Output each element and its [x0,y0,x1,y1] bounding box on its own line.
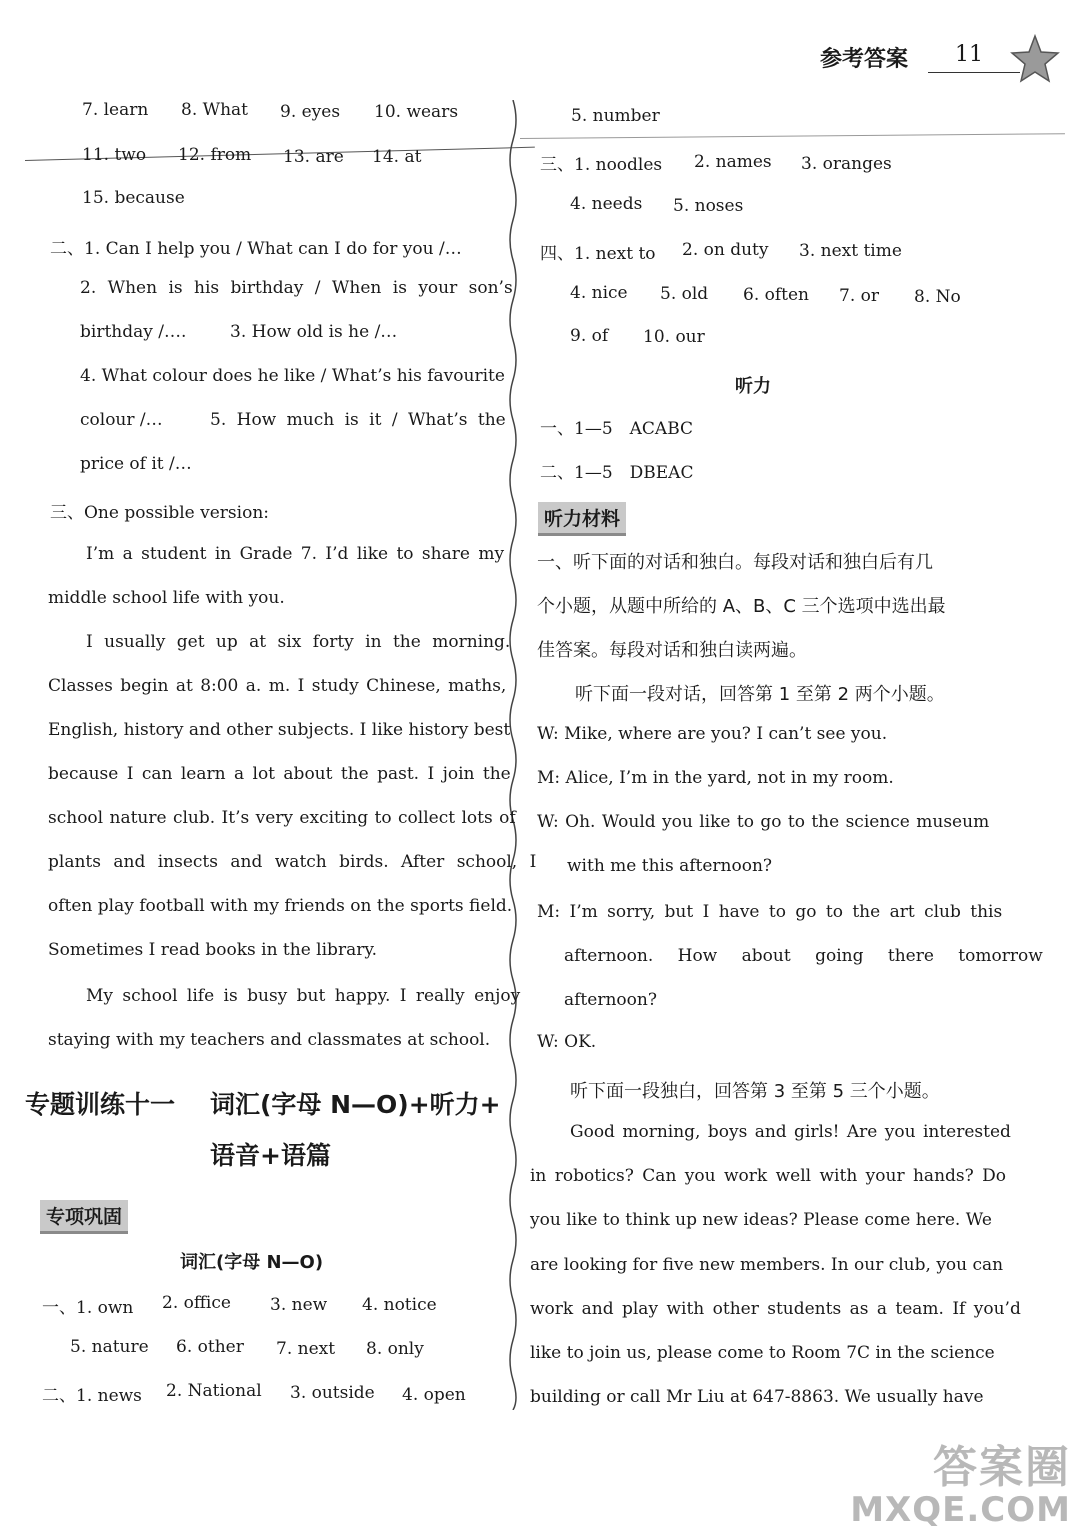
answer-r5: 5. old [660,284,709,304]
topic-title-line2: 语音+语篇 [210,1141,331,1170]
answer-r2: 3. oranges [801,154,892,174]
vocab-answer: 3. outside [290,1383,375,1403]
monologue-instruction: 听下面一段独白，回答第 3 至第 5 三个小题。 [570,1081,940,1102]
answer-15: 15. because [82,188,185,208]
listening-answer: 二、1—5 DBEAC [540,463,694,483]
answer-r1: 5. number [571,106,660,126]
monologue-line: are looking for five new members. In our club, you can [530,1255,1004,1275]
section2-line4: 4. What colour does he like / What’s his favourite [80,366,505,386]
dialog-line: M: I’m sorry, but I have to go to the art club this [537,902,1003,922]
listening-heading: 听力 [735,376,771,397]
topic-prefix: 专题训练十一 [25,1090,176,1119]
answer-9: 9. eyes [280,102,341,122]
answer-8: 8. What [181,100,249,120]
answer-11: 11. two [82,145,147,165]
answer-r4: 四、1. next to [540,244,656,264]
section-tag: 听力材料 [538,502,626,536]
dialog-line: M: Alice, I’m in the yard, not in my room. [537,768,894,788]
section2-line3b: 3. How old is he /… [230,322,398,342]
monologue-line: building or call Mr Liu at 647-8863. We usually have [530,1387,984,1407]
answer-14: 14. at [372,147,422,167]
answer-r3: 4. needs [570,194,643,214]
monologue-line: you like to think up new ideas? Please come here. We [530,1210,992,1230]
essay-line: middle school life with you. [48,588,285,608]
essay-line: I usually get up at six forty in the morning. [86,632,511,652]
answer-7: 7. learn [82,100,149,120]
monologue-line: in robotics? Can you work well with your hands? Do [530,1166,1007,1186]
vocab-answer: 5. nature [70,1337,149,1357]
instruction-line: 佳答案。每段对话和独白读两遍。 [537,640,807,661]
vocab-answer: 8. only [366,1339,424,1359]
answer-r4: 3. next time [799,241,902,261]
vocab-answer: 4. notice [362,1295,437,1315]
instruction-line: 个小题，从题中所给的 A、B、C 三个选项中选出最 [537,596,946,617]
dialog-line: afternoon? [564,990,657,1010]
header-title: 参考答案 [820,47,909,72]
essay-line: plants and insects and watch birds. After school, I [48,852,537,872]
monologue-line: like to join us, please come to Room 7C in the science [530,1343,995,1363]
essay-line: My school life is busy but happy. I really enjoy [86,986,521,1006]
section2-line3a: birthday /…. [80,322,187,342]
answer-10: 10. wears [374,102,459,122]
section2-line1: 二、1. Can I help you / What can I do for you /… [50,239,462,259]
section3-title: 三、One possible version: [50,503,269,523]
dialog-line: W: OK. [537,1032,597,1052]
vocab-answer: 6. other [176,1337,244,1357]
essay-line: staying with my teachers and classmates at school. [48,1030,491,1050]
section2-line2: 2. When is his birthday / When is your son’s [80,278,513,298]
vocab-answer: 二、1. news [42,1386,142,1406]
answer-r6: 9. of [570,326,609,346]
vocab-answer: 2. National [166,1381,262,1401]
dialog-line: afternoon. How about going there tomorrow [564,946,1043,966]
answer-r3: 5. noses [673,196,744,216]
watermark-line1: 答案圈 [933,1442,1071,1493]
watermark [850,1444,1071,1528]
essay-line: English, history and other subjects. I like history best [48,720,511,740]
essay-line: school nature club. It’s very exciting to collect lots of [48,808,516,828]
section-tag: 专项巩固 [40,1200,128,1234]
essay-line: Classes begin at 8:00 a. m. I study Chinese, maths, [48,676,507,696]
answer-13: 13. are [283,147,344,167]
page-number: 11 [955,42,983,67]
essay-line: Sometimes I read books in the library. [48,940,378,960]
section2-line5b: 5. How much is it / What’s the [210,410,506,430]
dialog-line: W: Oh. Would you like to go to the science museum [537,812,990,832]
vocab-answer: 2. office [162,1293,231,1313]
answer-r5: 4. nice [570,283,628,303]
essay-line: often play football with my friends on the sports field. [48,896,513,916]
answer-12: 12. from [178,145,252,165]
answer-r4: 2. on duty [682,240,769,260]
answer-r5: 7. or [839,286,879,306]
answer-r5: 6. often [743,285,809,305]
answer-r6: 10. our [643,327,705,347]
essay-line: because I can learn a lot about the past. I join the [48,764,511,784]
answer-r2: 2. names [694,152,772,172]
answer-r5: 8. No [914,287,961,307]
vocab-heading: 词汇(字母 N—O) [180,1252,324,1273]
instruction-line: 听下面一段对话，回答第 1 至第 2 两个小题。 [575,684,945,705]
section2-line5a: colour /… [80,410,163,430]
topic-title-line1: 词汇(字母 N—O)+听力+ [210,1090,501,1119]
vocab-answer: 4. open [402,1385,466,1405]
dialog-line: with me this afternoon? [567,856,773,876]
monologue-line: work and play with other students as a team. If you’d [530,1299,1021,1319]
scan-line [520,133,1065,139]
section2-line6: price of it /… [80,454,192,474]
vocab-answer: 一、1. own [42,1298,134,1318]
vocab-answer: 7. next [276,1339,336,1359]
watermark-line2: MXQE.COM [850,1490,1071,1530]
header-rule [928,72,1020,73]
answer-r2: 三、1. noodles [540,155,663,175]
instruction-line: 一、听下面的对话和独白。每段对话和独白后有几 [537,552,933,573]
listening-answer: 一、1—5 ACABC [540,419,694,439]
monologue-line: Good morning, boys and girls! Are you interested [570,1122,1011,1142]
essay-line: I’m a student in Grade 7. I’d like to share my [86,544,505,564]
dialog-line: W: Mike, where are you? I can’t see you. [537,724,888,744]
star-icon [1010,34,1060,84]
vocab-answer: 3. new [270,1295,328,1315]
